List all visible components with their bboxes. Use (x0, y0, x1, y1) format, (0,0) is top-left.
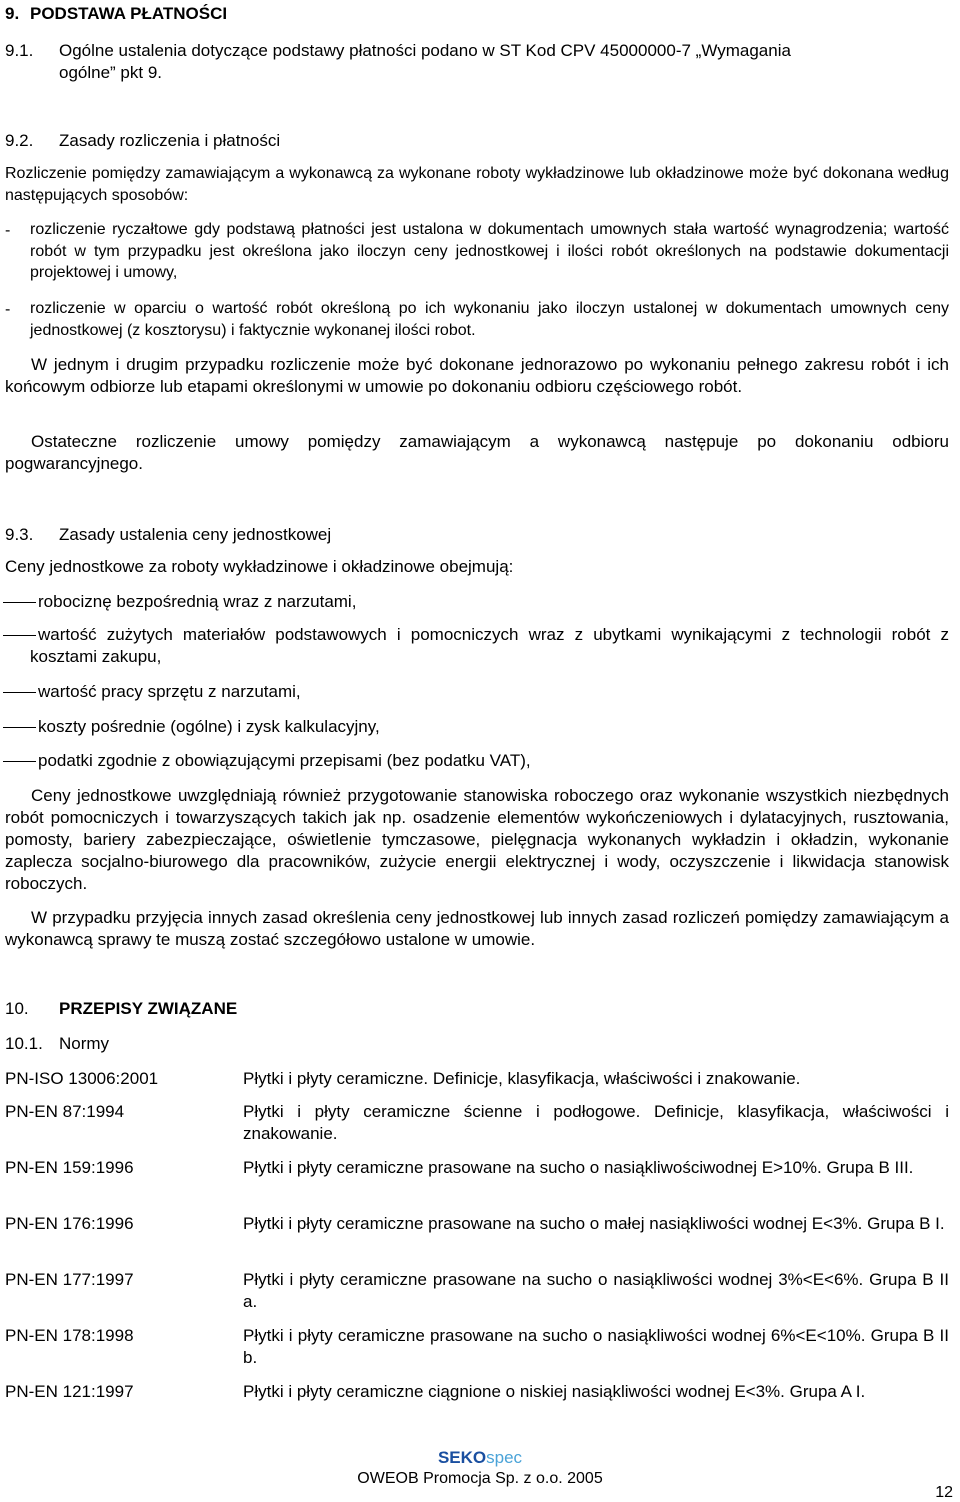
section-9-3-item-2: wartość zużytych materiałów podstawowych i pomocniczych wraz z ubytkami wynikającymi z technologii robót z kosztami zakupu, (30, 625, 949, 666)
norm-code: PN-ISO 13006:2001 (5, 1069, 159, 1088)
norm-description: Płytki i płyty ceramiczne ścienne i podłogowe. Definicje, klasyfikacja, właściwości i znakowanie. (243, 1102, 949, 1143)
norm-description: Płytki i płyty ceramiczne ciągnione o niskiej nasiąkliwości wodnej E<3%. Grupa A I. (243, 1382, 866, 1401)
logo-part-spec: spec (486, 1448, 523, 1467)
section-9-2-item-2: rozliczenie w oparciu o wartość robót określoną po ich wykonaniu jako iloczyn ustalonej w dokumentach umownych ceny jednostkowej (z kosztorysu) i faktycznie wykonanej ilości robot. (30, 300, 949, 339)
norm-code: PN-EN 121:1997 (5, 1382, 134, 1401)
section-10-title: PRZEPISY ZWIĄZANE (59, 999, 238, 1018)
list-dash (3, 602, 36, 603)
section-9-3-paragraph-1: Ceny jednostkowe uwzględniają również przygotowanie stanowiska roboczego oraz wykonanie wszystkich niezbędnych robót pomocniczych i towarzyszących takich jak np. osadzenie elementów wykończeniowych i dylatacyjnych, rusztowania, pomosty, bariery zabezpieczające, oświetlenie tymczasowe, pielęgnacja wykonanych wykładzin i okładzin, wykonanie zaplecza socjalno-biurowego dla pracowników, zużycie energii elektrycznej i wody, oczyszczenie i likwidacja stanowisk roboczych. (5, 786, 949, 893)
section-9-2-item-1: rozliczenie ryczałtowe gdy podstawą płatności jest ustalona w dokumentach umownych stała wartość wynagrodzenia; wartość robót w tym przypadku jest określona jako iloczyn ceny jednostkowej i ilości robót określonych na podstawie dokumentacji projektowej i umowy, (30, 221, 949, 281)
section-9-1-number: 9.1. (5, 41, 34, 60)
section-9-2-number: 9.2. (5, 131, 34, 150)
section-9-2-paragraph-2: Ostateczne rozliczenie umowy pomiędzy zamawiającym a wykonawcą następuje po dokonaniu odbioru pogwarancyjnego. (5, 432, 949, 473)
footer-company: OWEOB Promocja Sp. z o.o. 2005 (357, 1470, 603, 1487)
section-9-1-line2: ogólne” pkt 9. (59, 63, 163, 82)
list-dash (3, 761, 36, 762)
norm-description: Płytki i płyty ceramiczne prasowane na sucho o nasiąkliwościwodnej E>10%. Grupa B III. (243, 1158, 914, 1177)
section-9-number: 9. (5, 4, 20, 23)
norm-code: PN-EN 178:1998 (5, 1326, 134, 1345)
section-9-title: PODSTAWA PŁATNOŚCI (30, 4, 228, 23)
norm-description: Płytki i płyty ceramiczne prasowane na sucho o nasiąkliwości wodnej 3%<E<6%. Grupa B II a. (243, 1270, 949, 1311)
norm-code: PN-EN 176:1996 (5, 1214, 134, 1233)
logo-part-seko: SEKO (437, 1448, 487, 1467)
norm-code: PN-EN 177:1997 (5, 1270, 134, 1289)
section-9-2-intro: Rozliczenie pomiędzy zamawiającym a wykonawcą za wykonane roboty wykładzinowe lub okładzinowe może być dokonana według następujących sposobów: (5, 165, 949, 204)
section-9-3-title: Zasady ustalenia ceny jednostkowej (59, 525, 332, 544)
norm-code: PN-EN 87:1994 (5, 1102, 125, 1121)
section-9-2-title: Zasady rozliczenia i płatności (59, 131, 281, 150)
section-9-3-intro: Ceny jednostkowe za roboty wykładzinowe i okładzinowe obejmują: (5, 557, 514, 576)
section-9-2-paragraph-1: W jednym i drugim przypadku rozliczenie może być dokonane jednorazowo po wykonaniu pełnego zakresu robót i ich końcowym odbiorze lub etapami określonymi w umowie po dokonaniu odbioru częściowego robót. (5, 355, 949, 396)
section-9-3-item-3: wartość pracy sprzętu z narzutami, (38, 682, 301, 701)
section-9-3-number: 9.3. (5, 525, 34, 544)
section-9-3-item-5: podatki zgodnie z obowiązującymi przepisami (bez podatku VAT), (38, 751, 531, 770)
list-dash: - (5, 301, 11, 318)
sekospec-logo (0, 1448, 960, 1468)
section-9-3-item-4: koszty pośrednie (ogólne) i zysk kalkulacyjny, (38, 717, 380, 736)
page-number: 12 (935, 1484, 953, 1501)
norm-description: Płytki i płyty ceramiczne prasowane na sucho o nasiąkliwości wodnej 6%<E<10%. Grupa B II b. (243, 1326, 949, 1367)
section-9-1-line1: Ogólne ustalenia dotyczące podstawy płatności podano w ST Kod CPV 45000000-7 „Wymagania (59, 41, 791, 60)
norm-code: PN-EN 159:1996 (5, 1158, 134, 1177)
list-dash (3, 692, 36, 693)
list-dash: - (5, 222, 11, 239)
section-9-3-paragraph-2: W przypadku przyjęcia innych zasad określenia ceny jednostkowej lub innych zasad rozliczeń pomiędzy zamawiającym a wykonawcą sprawy te muszą zostać szczegółowo ustalone w umowie. (5, 908, 949, 949)
list-dash (3, 727, 36, 728)
norm-description: Płytki i płyty ceramiczne prasowane na sucho o małej nasiąkliwości wodnej E<3%. Grupa B I. (243, 1214, 945, 1233)
norm-description: Płytki i płyty ceramiczne. Definicje, klasyfikacja, właściwości i znakowanie. (243, 1069, 801, 1088)
section-10-1-number: 10.1. (5, 1034, 43, 1053)
section-9-3-item-1: robociznę bezpośrednią wraz z narzutami, (38, 592, 357, 611)
section-10-number: 10. (5, 999, 29, 1018)
section-10-1-title: Normy (59, 1034, 110, 1053)
